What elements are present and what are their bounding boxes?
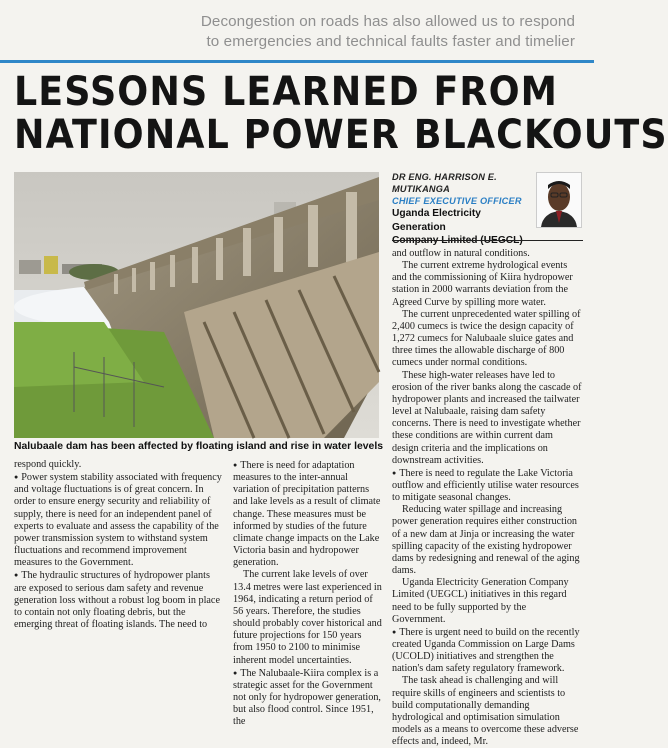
author-role: CHIEF EXECUTIVE OFFICER <box>392 196 522 206</box>
paragraph: The current lake levels of over 13.4 metres were last experienced in 1964, indicating a return period of 56 years. Therefore, the studies should probably cover historical and future projections for 150 years from 1950 to 2100 to minimise inherent model uncertainties. <box>233 569 382 666</box>
headline <box>14 67 668 158</box>
author-portrait <box>536 172 582 228</box>
paragraph: ● Power system stability associated with frequency and voltage fluctuations is of great concern. In order to ensure energy security and reliability of supply, there is need for an independent panel of experts to evaluate and assess the capability of the power transmission system to withstand system fluctuations and recommend improvement measures to the Government. <box>14 471 222 569</box>
paragraph: ● There is urgent need to build on the recently created Uganda Commission on Large Dams (UCOLD) initiatives and strengthen the nation's dam safety regulatory framework. <box>392 626 582 676</box>
column-right <box>392 248 582 748</box>
author-org-line-1: Uganda Electricity <box>392 208 481 219</box>
author-name: DR ENG. HARRISON E. MUTIKANGA <box>392 172 497 194</box>
headline-line-2: NATIONAL POWER BLACKOUTS <box>14 110 668 158</box>
byline <box>392 171 532 248</box>
paragraph: ● There is need for adaptation measures to the inter-annual variation of precipitation patterns and lake levels as a result of climate change. These measures must be informed by studies of the future climate change impacts on the Lake Victoria basin and hydropower generation. <box>233 459 383 569</box>
paragraph: The current unprecedented water spilling of 2,400 cumecs is twice the design capacity of 1,272 cumecs for Nalubaale sluice gates and three times the allowable discharge of 800 cumecs under normal conditions. <box>392 308 581 369</box>
paragraph: ● There is need to regulate the Lake Victoria outflow and efficiently utilise water resources to mitigate seasonal changes. <box>392 467 582 504</box>
paragraph: ● The Nalubaale-Kiira complex is a strategic asset for the Government not only for hydropower generation, but also flood control. Since 1951, the <box>233 667 383 729</box>
author-org-line-2: Generation <box>392 221 446 233</box>
author-org-line-3 <box>392 235 532 248</box>
byline-divider <box>392 240 583 241</box>
paragraph: These high-water releases have led to erosion of the river banks along the cascade of hydropower plants and increased the tailwater level at Nalubaale, raising dam safety concerns. There is need to investigate whether these conditions are within current dam design criteria and the implications on downstream activities. <box>392 369 582 466</box>
pull-quote-line-1: Decongestion on roads has also allowed us to respond <box>200 13 575 30</box>
paragraph: Uganda Electricity Generation Company Limited (UEGCL) initiatives in this regard need to be fully supported by the Government. <box>392 577 569 625</box>
headline-line-1: LESSONS LEARNED FROM <box>14 67 559 115</box>
paragraph: ● The hydraulic structures of hydropower plants are exposed to serious dam safety and revenue generation loss without a robust log boom in place to contain not only floating debris, but the emerging threat of floating islands. The need to <box>14 569 222 631</box>
dam-photo <box>14 172 379 438</box>
paragraph: The task ahead is challenging and will require skills of engineers and scientists to build computationally demanding hydrological and optimisation simulation models as a means to overcome these adverse effects and, indeed, Mr. <box>392 675 579 748</box>
paragraph: Reducing water spillage and increasing power generation requires either construction of a new dam at Jinja or increasing the water spilling capacity of the existing hydropower dams by redesigning and renewal of the aging dams. <box>392 504 580 577</box>
photo-caption: Nalubaale dam has been affected by floating island and rise in water levels <box>14 441 383 452</box>
pull-quote-line-2: to emergencies and technical faults faster and timelier <box>206 33 575 50</box>
paragraph: respond quickly. <box>14 459 82 470</box>
paragraph: and outflow in natural conditions. <box>392 248 530 259</box>
pull-quote <box>130 12 575 52</box>
column-middle <box>233 459 383 728</box>
paragraph: The current extreme hydrological events and the commissioning of Kiira hydropower station in 2000 warrants deviation from the Agreed Curve by spilling more water. <box>392 260 573 308</box>
column-left <box>14 459 222 631</box>
blue-divider <box>0 60 594 63</box>
